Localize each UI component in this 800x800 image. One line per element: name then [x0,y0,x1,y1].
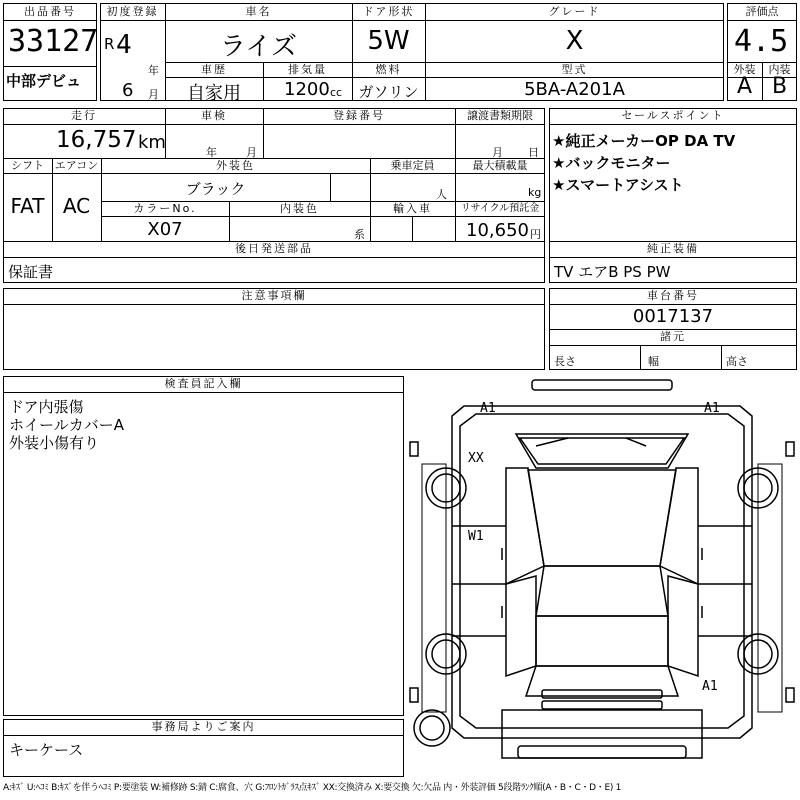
inspector-note: ホイールカバーA [9,416,124,434]
lot-number-label: 出品番号 [24,5,76,18]
ext-color-label: 外装色 [216,159,255,172]
int-color-label: 内装色 [280,202,319,215]
debut-label: 中部デビュ [6,72,82,90]
fuel: ガソリン [358,83,419,101]
car-name: ライズ [220,32,297,62]
score: 4.5 [734,24,789,59]
damage-mark-a1-front-left: A1 [480,401,496,416]
interior-label: 内装 [768,63,791,76]
exterior-label: 外装 [733,63,756,76]
shift: FAT [10,194,45,218]
capacity-label: 乗車定員 [390,159,435,172]
color-no: X07 [147,219,183,240]
color-no-label: カラーNo. [133,202,197,215]
sales-points-label: セールスポイント [621,109,725,122]
damage-mark-a1-front-right: A1 [704,401,720,416]
fuel-label: 燃料 [375,63,402,76]
model-code: 5BA-A201A [524,79,625,100]
transfer-day-unit: 日 [528,146,539,159]
exterior-grade: A [736,74,753,99]
height-label: 高さ [726,355,748,368]
history: 自家用 [187,83,241,104]
ac: AC [62,194,91,218]
inspection-year-unit: 年 [206,146,217,159]
ext-color: ブラック [185,180,246,198]
grade: X [565,26,584,56]
month-unit: 月 [148,88,159,101]
recycle-label: リサイクル預託金 [460,203,540,214]
score-label: 評価点 [745,5,779,18]
office-label: 事務局よりご案内 [151,720,256,733]
first-reg-month: 6 [122,80,134,101]
transfer-month-unit: 月 [492,146,503,159]
damage-mark-a1-rear-right: A1 [702,679,718,694]
shift-label: シフト [11,159,44,172]
transfer-label: 譲渡書類期限 [467,109,533,122]
sales-point-item: ★バックモニター [552,154,671,172]
first-reg-year: 4 [116,30,132,60]
inspection-month-unit: 月 [246,146,257,159]
later-parts-label: 後日発送部品 [235,242,313,255]
displacement-unit: cc [330,86,343,99]
car-outline-svg [406,376,797,777]
int-color-unit: 系 [354,228,365,241]
inspector-note: 外装小傷有り [9,434,100,452]
interior-grade: B [771,74,788,99]
door-label: ドア形状 [362,5,415,18]
max-load-unit: kg [528,186,542,199]
damage-mark-w1: W1 [468,529,484,544]
notes-label: 注意事項欄 [241,289,307,302]
max-load-label: 最大積載量 [472,159,528,172]
grade-label: グレード [548,5,601,18]
equipment-value: TV エアB PS PW [554,263,671,281]
car-name-label: 車名 [245,5,272,18]
width-label: 幅 [648,355,659,368]
model-label: 型式 [561,63,588,76]
recycle-fee: 10,650 [466,220,529,241]
mileage-label: 走行 [71,109,97,122]
import-label: 輸入車 [393,202,432,215]
chassis-label: 車台番号 [647,289,699,302]
ac-label: エアコン [54,159,99,172]
dims-label: 諸元 [660,330,686,343]
length-label: 長さ [554,355,576,368]
year-unit: 年 [148,64,159,77]
later-parts-value: 保証書 [8,263,54,281]
lot-number: 33127 [8,24,99,59]
recycle-unit: 円 [530,228,541,241]
sales-point-item: ★純正メーカーOP DA TV [552,132,736,150]
car-damage-diagram [406,376,797,777]
reg-no-label: 登録番号 [333,109,385,122]
sales-point-item: ★スマートアシスト [552,176,684,194]
first-reg-label: 初度登録 [106,5,159,18]
legend: A:ｷｽﾞ U:ﾍｺﾐ B:ｷｽﾞを伴うﾍｺﾐ P:要塗装 W:補修跡 S:錆 C:腐食、穴 G:ﾌﾛﾝﾄｶﾞﾗｽ点ｷｽﾞ XX:交換済み X:要交換 欠:欠品 内・外装評価 5段階ﾗﾝｸ順(A・B・C・D・E) 1 [3,783,622,793]
damage-mark-xx: XX [468,451,484,466]
inspector-label: 検査員記入欄 [164,377,243,390]
capacity-unit: 人 [436,188,447,201]
history-label: 車歴 [201,63,227,76]
mileage-unit: km [138,132,166,153]
era: R [104,35,115,53]
displacement: 1200 [284,79,330,100]
inspection-label: 車検 [201,109,227,122]
equipment-label: 純正装備 [647,242,699,255]
chassis-number: 0017137 [632,306,714,327]
inspector-note: ドア内張傷 [9,398,84,416]
displacement-label: 排気量 [288,63,327,76]
door-type: 5W [367,26,410,56]
mileage: 16,757 [56,127,137,153]
office-value: キーケース [9,741,84,759]
